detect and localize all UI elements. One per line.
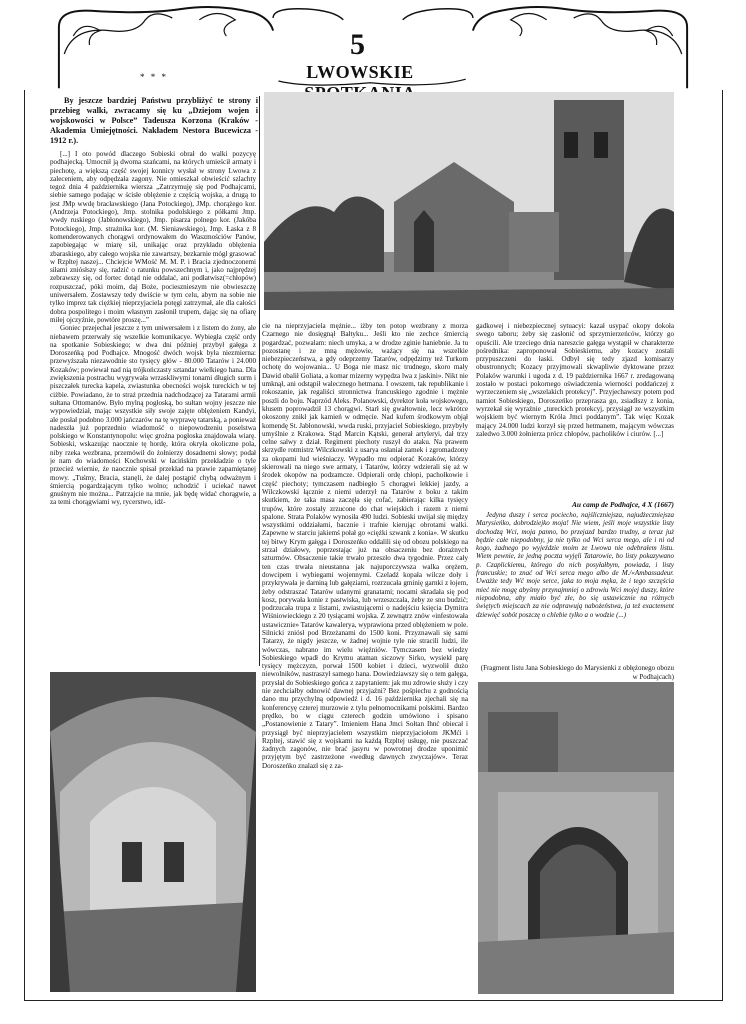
page-number: 5 bbox=[350, 28, 365, 61]
left-border bbox=[24, 90, 25, 1000]
column-1-para-1: [...] I oto powód dlaczego Sobieski obrał do walki pozycyę podhajecką. Umocnił ją dwoma szańcami, na których umieścił armaty i piechotę, a większą część swojej konnicy wysłał w strony Lwowa z zaleceniem, aby odpędzała zagony. Nie omieszkał obwieścić szlachty tegoż dnia 4 października wiersza „Zatrzymuję się pod Podhajcami, siebie samego podając w ścisłe oblężenie z częścią wojska, a drugą to jest JMp wwdę bracławskiego (Jana Potockiego), JMp. chorążego kor. (Andrzeja Potockiego), Jmp. stolnika podolskiego z półkami Jmp. wwdy ruskiego (Jabłonowskiego), Jmp. pisarza polnego kor. (Jakóba Potockiego), Jmp. strażnika kor. (M. Sieniawskiego), Jmp. Łaska z 8 komenderowanych chorągwi ordynowałem do Waszmościów Panów, zapobiegając w miarę sił, unikając oraz przykładu oblężenia zbaraskiego, aby całego wojska nie zawartszy, bezkarnie mógł grasować w Rzpltej naszej... Chciejcie WMość M. M. P. i Bracia zjednoczonemi siłami zniósłszy się, radzić o ratunku powszechnym i, jako najprędzej zebrawszy się, od fortec dotąd nie oddalać, ani podłatwisz(=chłopów) rozpuszczać, póki moim, daj Boże, pociesznieszym nie obwieszczę uniwersałem. Zostawszy tedy dwiście w tym celu, abym na sobie nie tylko imprez tak ciężkiej nieprzyjaciela potęgi zatrzymał, ale dla całości dobra pospolitego i moim własnym zasłonił trupem, dając się na ofiarę miłej ojczyźnie, powtóre proszę...” bbox=[50, 150, 256, 324]
ruined-interior-photo bbox=[50, 672, 256, 992]
castle-church-photo bbox=[264, 92, 674, 310]
intro-paragraph: By jeszcze bardziej Państwu przybliżyć te strony i przebieg walki, zwracamy się ku „Dziejom wojen i wojskowości w Polsce” Tadeusza Korzona (Kraków - Akademia Umiejętności. Nakładem Nestora Bucewicza - 1912 r.). bbox=[50, 96, 258, 145]
ruined-gate-photo bbox=[478, 682, 674, 994]
column-rule-1 bbox=[259, 96, 260, 666]
column-2-text: cie na nieprzyjaciela mężnie... iżby ten potop wezbrany z morza Czarnego nie dosięgnął Bałtyku... Jeśli kto nie zechce śmiercią pogardzać, pozwalam: niech umyka, a w drodze zginie haniebnie. Ja tu pozostanę i ze mną mężowie, ważący się na wszelkie niebezpieczeństwa, a gdy odeprzemy Tatarów, odpędzimy też Turkom ochotę do wojowania... U Boga nie masz nic trudnego, skoro mały Dawid obalił Goliata, a komar mizerny wypędza lwa z jaskini». Nikt nie umknął, ani odstąpił walecznego hetmana. I owszem, tak republikanie i rokoszanie, jak regaliści stronnictwa francuskiego zgodnie i mężnie poszli do boju. Naprzód Aleks. Polanowski, dyrektor koła wojskowego, kłusem poprowadził 13 chorągwi. Starł się gwałtownie, lecz wkrótce okoszony znikł jak kamień w odmęcie. Nad kufem środkowym objął komendę St. Jabłonowski, wwda ruski, przyjaciel Sobieskiego, przybyły umyślnie z Krakowa. Stąd Marcin Kątski, generał artyleryi, dał trzy celne salwy z dział. Regiment piechoty ruszył do ataku. Na prawem skrzydle rotmistrz Wilczkowski z usarya osłaniał zamek i zgromadzony za okopami lud wieśniaczy. Wypadło mu odpierać Kozaków, którzy skierowali na niego swe armaty, i Tatarów, którzy wdzierali się aż w środek okopów na podzamcze. Odpierali ordę chłopi, pachołkowie i część piechoty; tymczasem nadbiegło 5 chorągwi lekkiej jazdy, a Wilczkowski łącznie z niemi uderzył na Tatarów z boku z takim skutkiem, że taka masa zaczęła się cofać, zabierając kilka tysięcy trupów, które zostały zrzucone do chat wiejskich i razem z niemi spalone. Strata Polaków wynosiła 490 ludzi. Sobieski uwijał się między wszystkimi oddziałami, bacznie i trafnie kierując obrotami walki. Zapewne w starciu jakiemś połał go «ciężki szwank z konia». W skutku tej bitwy Krym gałęga i Doroszeńko oddalili się od obozu polskiego na strzał działowy, poprzestając już na obsaczeniu bez dorażnych szturmów. Obsaczenie takie trwało przeszło dwa tygodnie. Przez cały ten czas trwała nieustanna jak najuporczywsza walka orężem, dowcipem i wybiegami wojennymi. Czeladź kopała wilcze doły i przykrywała je darniną lub gałęziami, rozrzucała gminię garnki z łojem, żeby odstraszać Tatarów udanymi granatami; nocami skradała się pod kosz, porywała konie z pastwiska, lub wrzeszczała, żeby ze snu budzić; podrzucała trupa z listami, zwiastującemi o nadejściu księcia Dymitra Wiśniowieckiego z 20 tysiącami wojska. Z zewnątrz znów «infestowała ustawicznie» Tatarów kawalerya, wyprawiona przed oblężeniem w pole. Silnicki zniósł pod Brzeżanami do 1500 koni. Przyznawali się sami Tatarzy, że nigdy jeszcze, w żadnej wojnie tyle nie stracili ludzi, ile wówczas, nabrano im wielu więźniów. Tymczasem bez wiedzy Sobieskiego wpadł do Krymu ataman siczowy Sirko, wysiekł parę tysięcy mężczyzn, porwał 1500 kobiet i dzieci, wyzwolił dużo niewolników, nastraszył samego hana. Dowiedziawszy się o tem gałęga, przysłał do Sobieskiego gońca z zapytaniem: jak mu zdrowie służy i czy nie zechciałby odnowić dawnej przyjaźni? Bez pośpiechu z godnością dano mu przychylną odpowiedź i d. 16 października zjechali się na konferencyę czterej murzowie z tylu pełnomocnikami polskimi. Bardzo prędko, bo w ciągu czterech godzin umówiono i spisano „Postanowienie z Tatary”. Imieniem Hana Jmci Sołtan Ihnć obiecał i przysiągł być nieprzyjacielem wszystkim nieprzyjaciołom JKMći i Rzpltej, stawić się z wojskami na każdą Rzpltej usługę, nie puszczać żadnych zagonów, nie brać jasyru w powrotnej drodze uponimić przyjętym być zastrzeżone «według dawnych zwyczajów». Teraz Doroszeńko znalazł się z za- bbox=[262, 322, 468, 770]
section-stars: * * * bbox=[140, 72, 168, 82]
column-1-para-2: Goniec przejechał jeszcze z tym uniwersałem i z listem do żony, ale niebawem przerwały się wszelkie komunikacye. Wybiegła część ordy na spotkanie Sobieskiego; w dwa dni później przybył gałęga z Doroszeńką pod Podhajce. Mnogość dwóch wojsk była niezmierna: przewyższała niezawodnie sto tysięcy głów - 80.000 Tatarów i 24.000 Kozaków; powiewał nad nią trójkończasty sztandar wielkiego hana. Dla zwiększenia postrachu wygrywała wrzaskliwymi tonami długich surm i piszczałek turecka kapela, zwiastunka obecności wojsk tureckich w tej ciżbie. Powiadano, że to straż przednia nadchodzącej za Tatarami armii sułtana Ottomanów. Było mylną pogłoską, bo sułtan wojny jeszcze nie wypowiedział, mając wszystkie siły swoje zajęte oblężeniem Kandyi, ale posłał podobno 3.000 jańczarów na tę wyprawę tatarską, a ponieważ nadeszła już poprzednio wiadomość o niepowodzeniu poselstwa polskiego w Konstantynopolu: więc groźna pogłoska znajdowała wiarę. Sobieski, wskazując naocznie tę hordę, która okryła okoliczne pola, niby rzeka wezbrana, przemówił do żołnierzy dosadnemi słowy; podał je nam do wiadomości Kochowski w łacińskim przekładzie o tyle przecież wiernie, że naocznie spisał przekład na prawie zapamiętanej mowy. „Tuśmy, Bracia, stanęli, że dalej postąpić chybą odważnym i śmiercią pogardzającym tylko wolno; uchodzić i uciekać nawet gnuśnym nie można... Patrzajcie na mnie, jak będę widać chorągwie, a za temi chorągwiami wy, rycerstwo, idź- bbox=[50, 324, 256, 507]
letter-source: (Fragment listu Jana Sobieskiego do Marysienki z obłężonego obozu w Podhajcach) bbox=[480, 664, 674, 681]
right-border bbox=[722, 90, 723, 1000]
bottom-border bbox=[24, 1000, 723, 1001]
masthead-title: LWOWSKIE bbox=[306, 62, 414, 82]
letter-body: Jedyna duszy i serca pociecho, najśliczniejsza, najudżeczniejsza Marysieńko, dobrodziejko moja! Nie wiem, jeśli moje wszystkie listy dochodzą Wci, moja panno, bo przejazd bardzo trudny, a teraz już będzie całe niepodobny, ja nie tylko od Wci serca mego, ale i ni od kogo, żadnego po wyjeździe moim ze Lwowa nie odebrałem listu. Wiem pewnie, że jedną poczta wyjęli Tatarowie, bo listy pokazywano p. Czaplickiemu, którego do nich posyłałbym, powiada, i listy francuskie; to znać od Wci serca mego albo de M./«Ambassadeur. Uważże tedy Wć moje serce, jaka to moja męka, że i tego szczęścia mieć nie mogę abyśmy przynajmniej o zdrowiu Wci mojej duszy, które niepodobna, aby miało być złe, bo się ustawicznie na różnych świętych miejscach za nie odprawują nabożeństwa, ja też exactement dziewięć sobót poszczę o chlebie tylko a o wodzie (...) bbox=[476, 511, 674, 619]
column-3-text: gadkowej i niebezpiecznej sytuacyi: kazał usypać okopy dokoła swego taboru; żeby się zasłonić od sprzymierzeńców, którzy go opuścili. Ale trzeciego dnia nareszcie gałęga wystąpił w charakterze pośrednika: zaproponował Sobieskiemu, aby kozacy zostali przypuszczeni do łaski. Odbył się tedy zjazd komisarzy obustronnych; Kozacy przyjmowali skwapliwie dyktowane przez Polaków warunki i ugoda z d. 19 października 1667 r. zredagowaną zostało w postaci pokornego oświadczenia wierności poddańczej z wyrzeczeniem się „wszelakich protekcyj”. Przyjechawszy potem pod namiot Sobieskiego, Doroszeńko przeprasza go, zsiadłszy z konia, wyrzekał się wyraźnie „tureckich protekcyj, przysiągł ze wszystkim wojskiem być wiernym Króla Jmci poddanym”. Tak więc Kozak mający 24.000 ludzi korzył się przed hetmanem, mającym wówczas zaledwo 3.000 żołnierza prócz chłopów, pacholików i ciurów. [...] bbox=[476, 322, 674, 438]
column-1-text bbox=[50, 150, 256, 670]
letter-heading: Au camp de Podhajce, 4 X (1667) bbox=[571, 500, 674, 509]
